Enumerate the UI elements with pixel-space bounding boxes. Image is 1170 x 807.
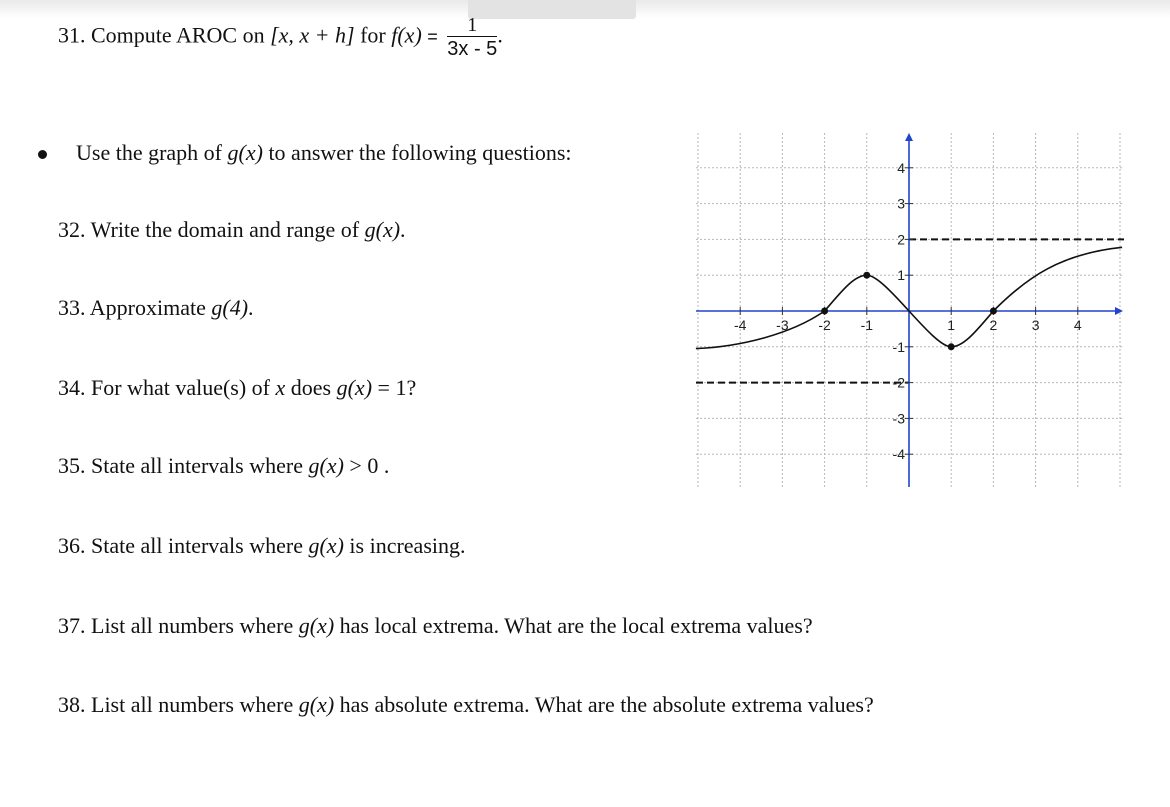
q31-numerator: 1 [447,14,497,37]
question-35 [58,452,389,480]
q31-func: f(x) [391,22,422,48]
y-tick-label: 4 [897,159,905,176]
x-tick-label: 3 [1031,317,1040,333]
q31-for: for [360,22,386,48]
key-point [990,308,997,315]
x-tick-label: 1 [947,317,956,333]
intro-text [76,139,572,167]
q34-suffix: = 1? [377,375,417,400]
q32-func: g(x) [364,217,401,242]
key-point [821,308,828,315]
q35-func: g(x) [308,453,344,478]
q31-equals: = [427,26,438,47]
q37-suffix: has local extrema. What are the local extrema values? [339,613,813,638]
y-tick-label: 2 [897,231,905,248]
y-tick-label: -2 [892,374,905,391]
y-tick-label: 3 [897,195,905,212]
q38-prefix: 38. List all numbers where [58,692,294,717]
x-tick-label: 2 [989,317,998,333]
q36-suffix: is increasing. [349,533,466,558]
q34-prefix: 34. For what value(s) of [58,375,271,400]
q34-func: g(x) [336,375,373,400]
question-31 [58,14,503,61]
x-axis-arrow [1115,307,1123,315]
q31-denominator: 3x - 5 [447,38,498,60]
y-tick-label: 1 [897,267,905,284]
q32-prefix: 32. Write the domain and range of [58,217,360,242]
q31-fraction [447,14,497,61]
q35-suffix: > 0 . [349,453,390,478]
key-point [948,343,955,350]
q31-interval: [x, x + h] [270,22,355,48]
q33-suffix: . [248,295,254,320]
q35-prefix: 35. State all intervals where [58,453,303,478]
x-tick-label: 4 [1073,317,1082,333]
key-point [863,272,870,279]
question-37 [58,612,813,640]
axes [696,133,1123,487]
question-38 [58,691,874,719]
q36-func: g(x) [308,533,344,558]
intro-prefix: Use the graph of [76,140,223,165]
x-tick-label: -2 [818,317,831,333]
q38-suffix: has absolute extrema. What are the absolute extrema values? [339,692,874,717]
q34-var: x [275,375,286,400]
q38-func: g(x) [298,692,335,717]
grid [696,133,1124,487]
question-36 [58,532,466,560]
y-tick-label: -1 [892,338,905,355]
y-axis-arrow [905,133,913,141]
x-tick-label: -1 [860,317,874,333]
intro-suffix: to answer the following questions: [268,140,572,165]
q37-prefix: 37. List all numbers where [58,613,294,638]
y-tick-label: -3 [892,410,905,427]
x-tick-label: -3 [776,317,789,333]
bullet [38,150,47,159]
question-33 [58,294,254,322]
graph-of-g [690,125,1130,495]
q37-func: g(x) [298,613,335,638]
intro-func: g(x) [227,140,263,165]
question-32 [58,216,406,244]
q31-prefix: 31. Compute AROC on [58,22,265,48]
q33-prefix: 33. Approximate [58,295,206,320]
q34-mid: does [290,375,332,400]
x-tick-label: -4 [733,317,747,333]
q33-func: g(4) [211,295,249,320]
q36-prefix: 36. State all intervals where [58,533,303,558]
y-tick-label: -4 [892,446,905,463]
question-34 [58,374,416,402]
q32-suffix: . [400,217,406,242]
q31-period: . [497,22,503,48]
